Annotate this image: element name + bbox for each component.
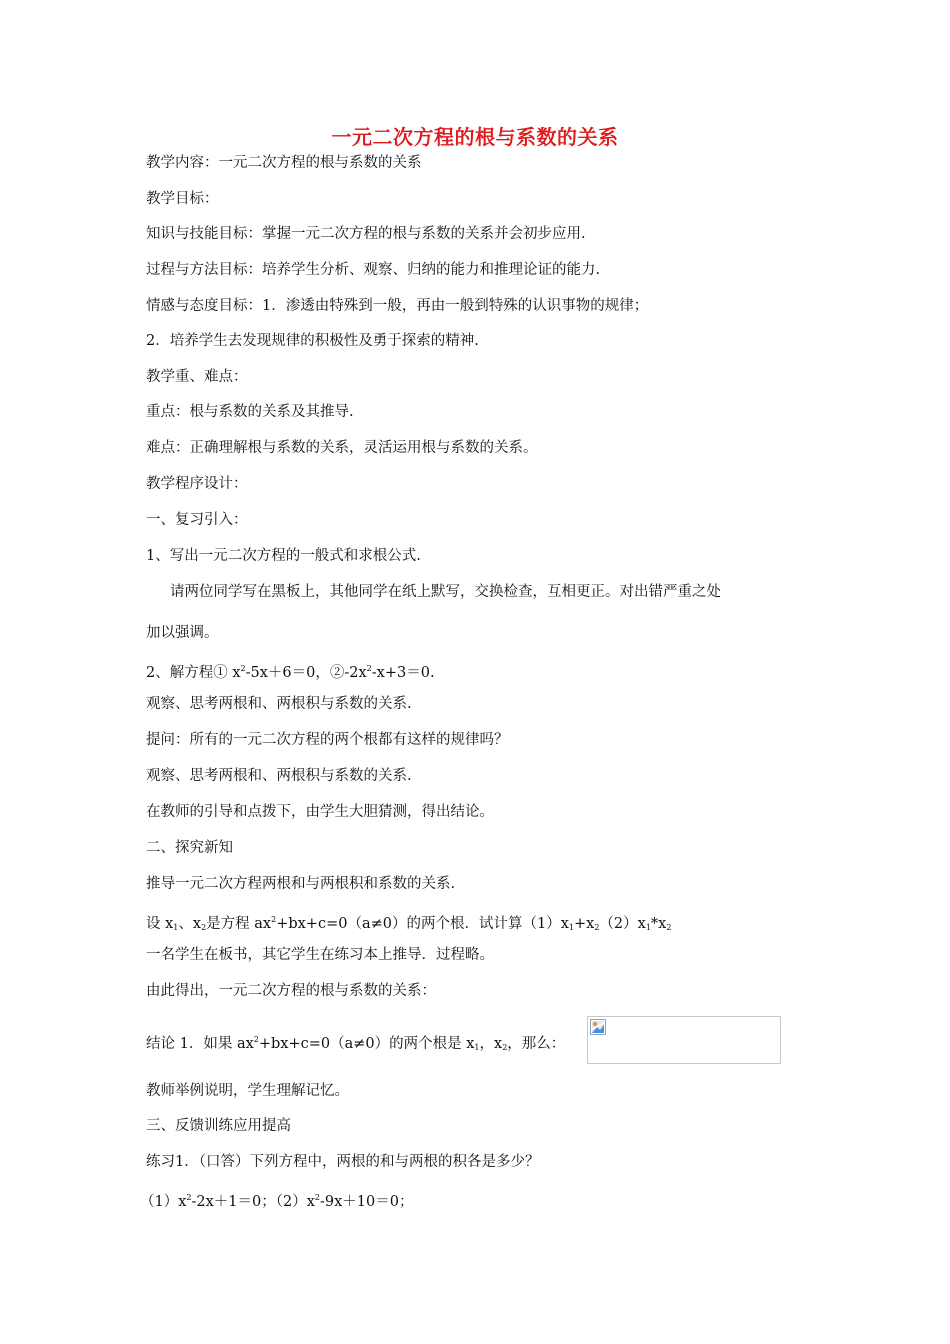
emotion-goal-2: 2．培养学生去发现规律的积极性及勇于探索的精神. — [146, 333, 479, 349]
difficult-point: 难点：正确理解根与系数的关系，灵活运用根与系数的关系。 — [146, 440, 538, 456]
setup-line: 设 $x_1$、$x_2$是方程 $ax^2+bx+c=0(a\ne 0)$的两个根．试计算$(1)x_1+x_2(2)x_1*x_2$ — [146, 915, 672, 932]
observe-line: 观察、思考两根和、两根积与系数的关系. — [146, 696, 412, 712]
blackboard-instruction: 请两位同学写在黑板上，其他同学在纸上默写，交换检查，互相更正。对出错严重之处 — [170, 584, 721, 600]
conclusion-line: 结论 1．如果 $ax^2+bx+c=0(a\ne 0)$的两个根是 $x_1$，$x_2$，那么： — [146, 1035, 566, 1052]
document-title: 一元二次方程的根与系数的关系 — [331, 125, 619, 149]
section-3-heading: 三、反馈训练应用提高 — [146, 1118, 291, 1134]
process-goal: 过程与方法目标：培养学生分析、观察、归纳的能力和推理论证的能力. — [146, 262, 601, 278]
result-intro-line: 由此得出，一元二次方程的根与系数的关系： — [146, 983, 436, 999]
exercise-equations: $(1)x^2-2x+1=0$；$(2)x^2-9x+10=0$； — [140, 1193, 414, 1210]
knowledge-goal: 知识与技能目标：掌握一元二次方程的根与系数的关系并会初步应用. — [146, 226, 586, 242]
teaching-content: 教学内容：一元二次方程的根与系数的关系 — [146, 155, 422, 171]
key-points-heading: 教学重、难点： — [146, 369, 248, 385]
section-1-heading: 一、复习引入： — [146, 512, 248, 528]
teaching-goals-heading: 教学目标： — [146, 191, 219, 207]
formula-image-placeholder — [587, 1016, 781, 1064]
solve-equation-line: 2、解方程① $x^2-5x+6=0$，$②-2x^2-x+3=0$. — [146, 664, 435, 681]
guidance-line: 在教师的引导和点拨下，由学生大胆猜测，得出结论。 — [146, 804, 494, 820]
emotion-goal: 情感与态度目标：1．渗透由特殊到一般，再由一般到特殊的认识事物的规律； — [146, 298, 649, 314]
teacher-example-line: 教师举例说明，学生理解记忆。 — [146, 1083, 349, 1099]
procedure-heading: 教学程序设计： — [146, 476, 248, 492]
section-2-heading: 二、探究新知 — [146, 840, 233, 856]
broken-image-icon — [590, 1019, 606, 1035]
review-item-1: 1、写出一元二次方程的一般式和求根公式. — [146, 548, 421, 564]
observe-line-2: 观察、思考两根和、两根积与系数的关系. — [146, 768, 412, 784]
emphasis-line: 加以强调。 — [146, 625, 219, 641]
derive-line: 推导一元二次方程两根和与两根积和系数的关系. — [146, 876, 456, 892]
key-point: 重点：根与系数的关系及其推导. — [146, 404, 354, 420]
question-line: 提问：所有的一元二次方程的两个根都有这样的规律吗？ — [146, 732, 509, 748]
exercise-1-prompt: 练习1．（口答）下列方程中，两根的和与两根的积各是多少？ — [146, 1154, 540, 1170]
board-work-line: 一名学生在板书，其它学生在练习本上推导．过程略。 — [146, 947, 494, 963]
